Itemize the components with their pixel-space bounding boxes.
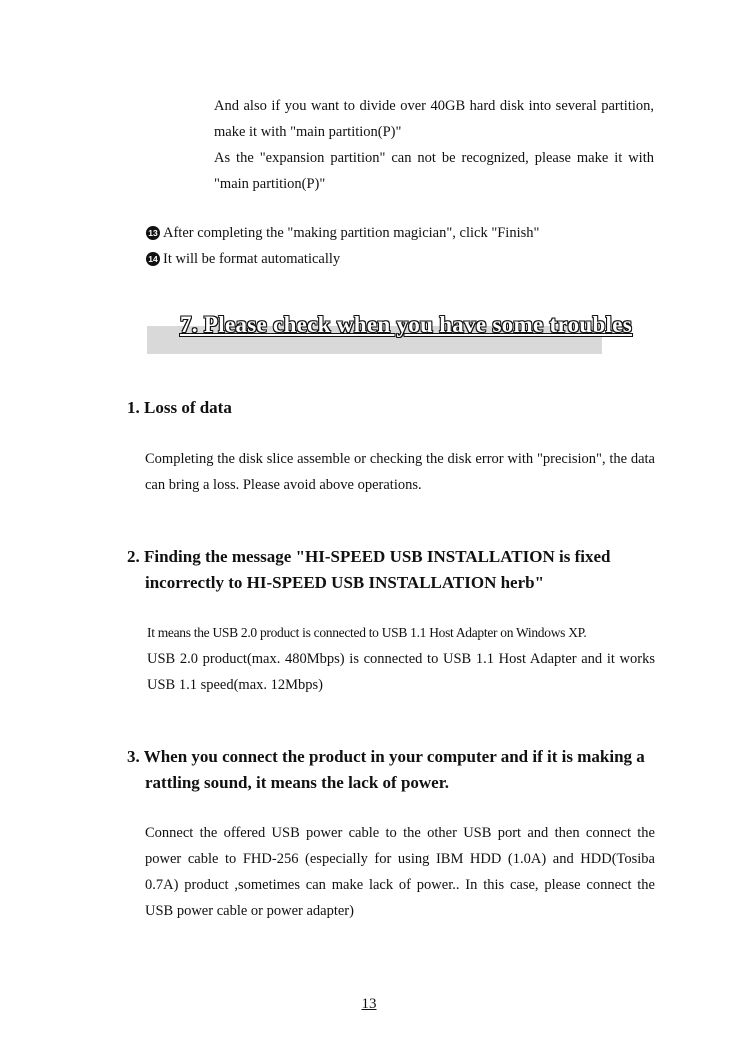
- item-2-heading-line-1: 2. Finding the message "HI-SPEED USB INSTALLATION is fixed: [127, 547, 611, 566]
- item-2-heading: [127, 544, 655, 596]
- intro-note-2: As the "expansion partition" can not be recognized, please make it with "main partition(P)": [214, 150, 654, 192]
- intro-notes: [214, 93, 654, 197]
- step-list: [146, 220, 666, 272]
- page-number-text: 13: [361, 996, 377, 1012]
- item-3-body: Connect the offered USB power cable to the other USB port and then connect the power cable to FHD-256 (especially for using IBM HDD (1.0A) and HDD(Tosiba 0.7A) product ,sometimes can make lack of power.. In this case, please connect the USB power cable or power adapter): [145, 825, 655, 919]
- step-text: It will be format automatically: [163, 251, 341, 267]
- intro-note-1: And also if you want to divide over 40GB hard disk into several partition, make it with "main partition(P)": [214, 98, 654, 140]
- item-3-heading-line-2: rattling sound, it means the lack of power.: [145, 773, 449, 792]
- section-title: 7. Please check when you have some troubles: [180, 312, 633, 337]
- item-3-heading: [127, 744, 655, 796]
- step-item: [146, 246, 666, 272]
- step-item: [146, 220, 666, 246]
- item-1-body: Completing the disk slice assemble or checking the disk error with "precision", the data can bring a loss. Please avoid above operations.: [145, 451, 655, 493]
- step-number-badge: 14: [146, 252, 160, 266]
- item-2-heading-line-2: incorrectly to HI-SPEED USB INSTALLATION herb": [145, 573, 545, 592]
- item-1-heading: 1. Loss of data: [127, 398, 232, 417]
- item-3-heading-line-1: 3. When you connect the product in your computer and if it is making a: [127, 747, 645, 766]
- item-2-body: [147, 620, 655, 698]
- page-number: [0, 996, 738, 1013]
- item-2-body-line-2: USB 2.0 product(max. 480Mbps) is connected to USB 1.1 Host Adapter and it works USB 1.1 speed(max. 12Mbps): [147, 651, 655, 693]
- item-2-body-line-1: It means the USB 2.0 product is connected to USB 1.1 Host Adapter on Windows XP.: [147, 625, 587, 640]
- step-text: After completing the "making partition magician", click "Finish": [163, 225, 540, 241]
- step-number-badge: 13: [146, 226, 160, 240]
